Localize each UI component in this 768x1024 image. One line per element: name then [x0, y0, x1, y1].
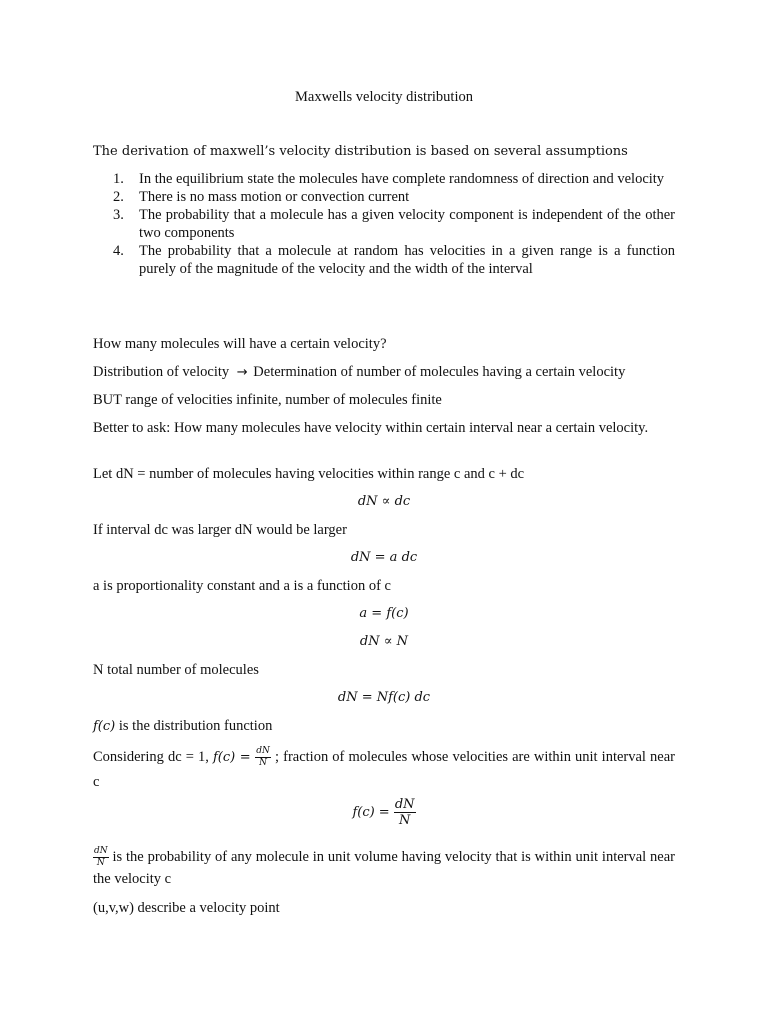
considering-text: Considering dc = 1, [93, 749, 213, 765]
page-title: Maxwells velocity distribution [294, 89, 473, 105]
list-item [93, 206, 675, 242]
distribution-function-text: is the distribution function [115, 718, 273, 734]
distribution-left-text: Distribution of velocity [93, 364, 230, 380]
list-item [93, 170, 675, 188]
distribution-function-paragraph [93, 717, 675, 736]
fraction-denominator: N [96, 858, 105, 869]
list-number: 2. [113, 189, 124, 205]
equation-fc-fraction [0, 798, 768, 827]
question-paragraph: How many molecules will have a certain velocity? [93, 336, 387, 352]
probability-text: is the probability of any molecule in unit volume having velocity that is within unit interval near the velocity c [93, 849, 675, 888]
intro-text: The derivation of maxwell’s velocity distribution is based on several assumptions [93, 144, 628, 159]
equation-dn-nfc-dc: dN = Nf(c) dc [337, 690, 431, 705]
list-item-text: In the equilibrium state the molecules have complete randomness of direction and velocity [139, 171, 665, 187]
equation-proportional-n: dN ∝ N [359, 634, 409, 649]
list-number: 3. [113, 207, 124, 223]
list-item [93, 242, 675, 278]
equation-a-fc: a = f(c) [359, 606, 409, 621]
assumption-list [93, 170, 675, 278]
let-dn-paragraph: Let dN = number of molecules having velocities within range c and c + dc [93, 466, 525, 482]
inline-fraction [255, 747, 271, 768]
a-is-paragraph: a is proportionality constant and a is a function of c [93, 578, 391, 594]
equation-fc-left: f(c) = [352, 804, 394, 820]
probability-paragraph [93, 846, 675, 890]
fraction-numerator: dN [394, 797, 415, 812]
list-item-text: There is no mass motion or convection current [139, 189, 410, 205]
equation-fraction [394, 798, 416, 827]
n-total-paragraph: N total number of molecules [93, 662, 259, 678]
fraction-denominator: N [399, 813, 411, 828]
distribution-right-text: Determination of number of molecules having a certain velocity [253, 364, 626, 380]
list-number: 4. [113, 243, 124, 259]
velocity-point-paragraph: (u,v,w) describe a velocity point [93, 900, 280, 916]
but-paragraph: BUT range of velocities infinite, number of molecules finite [93, 392, 442, 408]
inline-fraction [93, 847, 109, 868]
list-number: 1. [113, 171, 124, 187]
list-item-text: The probability that a molecule has a given velocity component is independent of the other two components [139, 207, 675, 241]
if-interval-paragraph: If interval dc was larger dN would be larger [93, 522, 347, 538]
fc-symbol: f(c) [93, 719, 116, 734]
fraction-numerator: dN [256, 746, 270, 757]
distribution-paragraph [93, 363, 675, 382]
arrow-right-icon: → [236, 365, 248, 380]
equation-dn-a-dc: dN = a dc [350, 550, 418, 565]
better-paragraph: Better to ask: How many molecules have velocity within certain interval near a certain velocity. [93, 420, 649, 436]
considering-rest-text: ; fraction of molecules whose velocities are within unit interval near c [93, 749, 675, 790]
equation-proportional-dc: dN ∝ dc [357, 494, 411, 509]
list-item [93, 188, 675, 206]
considering-paragraph [93, 745, 675, 795]
fraction-denominator: N [259, 758, 268, 769]
list-item-text: The probability that a molecule at random has velocities in a given range is a function purely of the magnitude of the velocity and the width of the interval [139, 243, 675, 277]
fc-equals-symbol: f(c) = [212, 750, 256, 765]
fraction-numerator: dN [94, 846, 108, 857]
